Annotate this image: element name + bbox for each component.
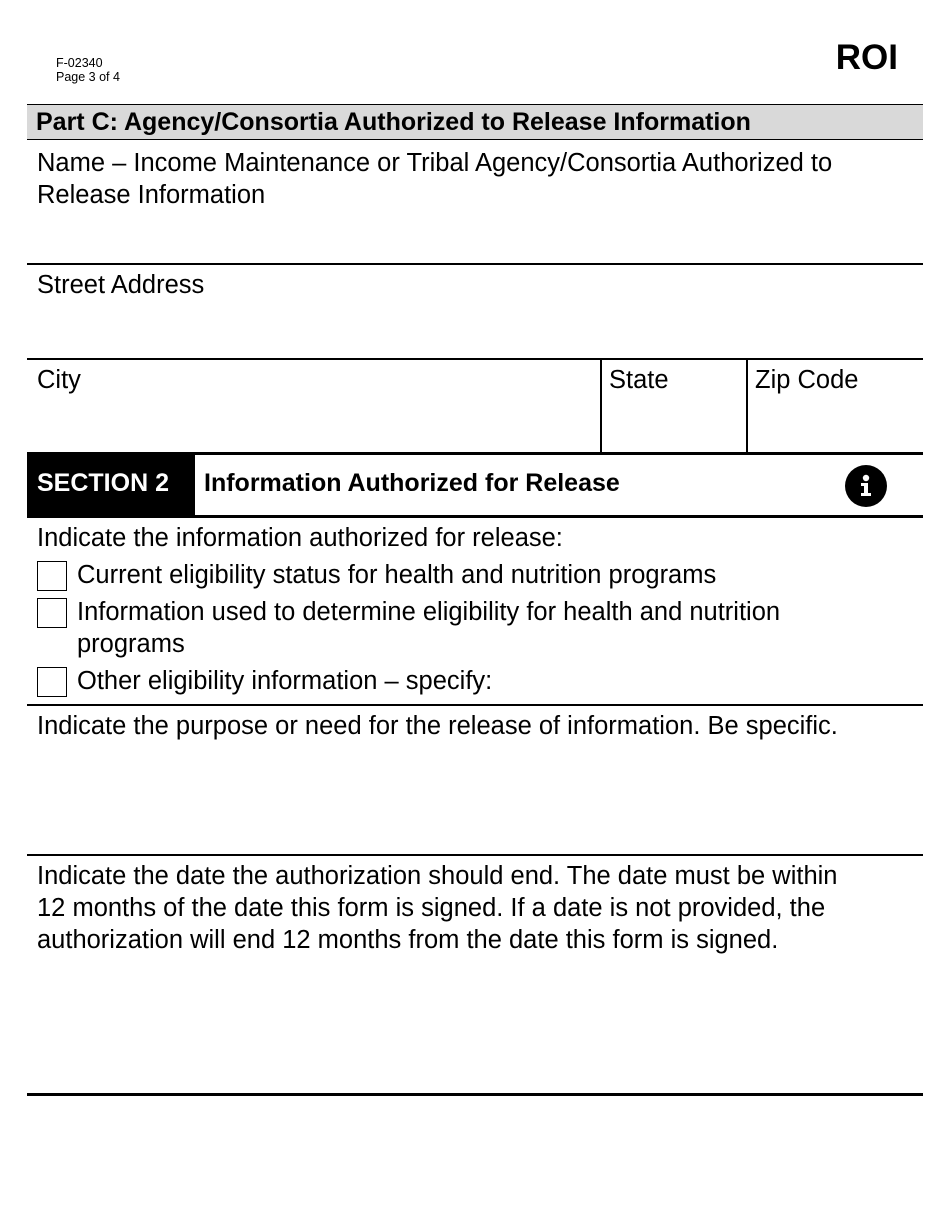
state-label: State (609, 366, 669, 394)
end-date-label-3: authorization will end 12 months from the date this form is signed. (37, 926, 779, 954)
checkbox-current-eligibility[interactable] (37, 561, 67, 591)
section-badge-label: SECTION 2 (37, 469, 169, 497)
city-field[interactable] (37, 364, 81, 396)
city-label: City (37, 366, 81, 394)
checkbox-eligibility-info[interactable] (37, 598, 67, 628)
end-date-label-2: 12 months of the date this form is signed. If a date is not provided, the (37, 894, 826, 922)
purpose-label: Indicate the purpose or need for the release of information. Be specific. (37, 712, 838, 740)
form-code: ROI (835, 38, 898, 77)
divider (27, 854, 923, 856)
page-indicator: Page 3 of 4 (56, 70, 120, 84)
section-badge (27, 452, 195, 518)
divider (746, 358, 748, 453)
info-icon[interactable] (845, 465, 887, 507)
checkbox-label-line-2: programs (77, 630, 185, 658)
checkbox-label (77, 596, 780, 660)
name-field[interactable] (37, 147, 832, 211)
end-date-label-1: Indicate the date the authorization should end. The date must be within (37, 862, 838, 890)
divider (27, 263, 923, 265)
checkbox-label: Current eligibility status for health and nutrition programs (77, 561, 717, 589)
name-field-label-1: Name – Income Maintenance or Tribal Agency/Consortia Authorized to (37, 149, 833, 177)
zip-code-field[interactable] (755, 364, 858, 396)
part-c-header (27, 104, 923, 140)
checkbox-label: Other eligibility information – specify: (77, 667, 493, 695)
part-c-title: Part C: Agency/Consortia Authorized to Release Information (36, 108, 751, 136)
name-field-label-2: Release Information (37, 181, 266, 209)
street-address-field[interactable] (37, 269, 204, 301)
section-bottom-rule (27, 515, 923, 518)
form-id-block (56, 56, 120, 84)
checkbox-other-eligibility[interactable] (37, 667, 67, 697)
divider (600, 358, 602, 453)
section-title: Information Authorized for Release (204, 469, 620, 497)
state-field[interactable] (609, 364, 669, 396)
info-glyph-icon (845, 465, 887, 507)
purpose-field[interactable] (37, 710, 838, 742)
release-instruction: Indicate the information authorized for release: (37, 524, 563, 552)
form-number: F-02340 (56, 56, 103, 70)
divider (27, 358, 923, 360)
checkbox-label-line-1: Information used to determine eligibility for health and nutrition (77, 598, 781, 626)
street-address-label: Street Address (37, 271, 205, 299)
divider (27, 704, 923, 706)
bottom-rule (27, 1093, 923, 1096)
zip-code-label: Zip Code (755, 366, 859, 394)
end-date-field[interactable] (37, 860, 838, 956)
